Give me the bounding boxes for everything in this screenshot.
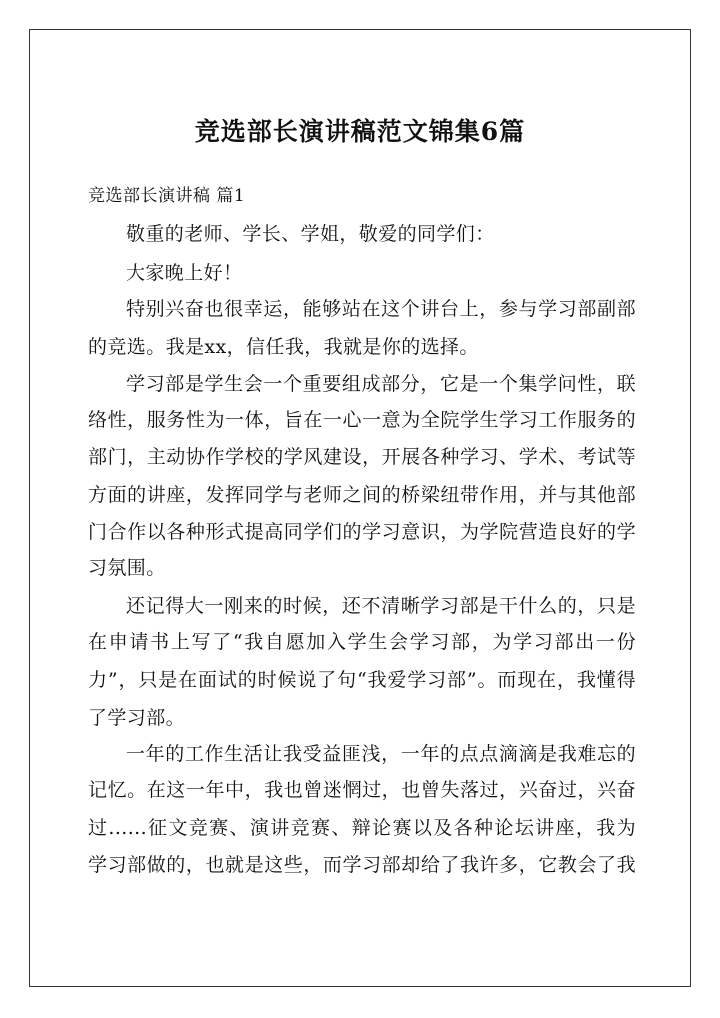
text-line-8: 方面的讲座，发挥同学与老师之间的桥梁纽带作用，并与其他部 <box>88 484 636 506</box>
text-line-12: 在申请书上写了“我自愿加入学生会学习部，为学习部出一份 <box>88 631 636 653</box>
document-title: 竞选部长演讲稿范文锦集6篇 <box>194 117 526 146</box>
text-line-17: 过......征文竞赛、演讲竞赛、辩论赛以及各种论坛讲座，我为 <box>88 817 636 839</box>
text-line-18: 学习部做的，也就是这些，而学习部却给了我许多，它教会了我 <box>88 854 636 876</box>
text-line-4: 的竞选。我是xx，信任我，我就是你的选择。 <box>88 336 479 358</box>
text-line-7: 部门，主动协作学校的学风建设，开展各种学习、学术、考试等 <box>88 446 636 468</box>
page-border <box>29 29 691 987</box>
text-line-10: 习氛围。 <box>88 557 166 579</box>
text-line-9: 门合作以各种形式提高同学们的学习意识，为学院营造良好的学 <box>88 521 636 543</box>
section-heading: 竞选部长演讲稿 篇1 <box>88 186 246 206</box>
text-line-2: 大家晚上好！ <box>126 262 243 284</box>
text-line-1: 敬重的老师、学长、学姐，敬爱的同学们： <box>126 223 495 245</box>
text-line-13: 力”，只是在面试的时候说了句“我爱学习部”。而现在，我懂得 <box>88 669 636 691</box>
text-line-11: 还记得大一刚来的时候，还不清晰学习部是干什么的，只是 <box>126 595 636 617</box>
text-line-16: 记忆。在这一年中，我也曾迷惘过，也曾失落过，兴奋过，兴奋 <box>88 779 636 801</box>
text-line-3: 特别兴奋也很幸运，能够站在这个讲台上，参与学习部副部 <box>126 298 636 320</box>
text-line-14: 了学习部。 <box>88 707 186 729</box>
text-line-6: 络性，服务性为一体，旨在一心一意为全院学生学习工作服务的 <box>88 409 636 431</box>
text-line-15: 一年的工作生活让我受益匪浅，一年的点点滴滴是我难忘的 <box>126 743 636 765</box>
text-line-5: 学习部是学生会一个重要组成部分，它是一个集学问性，联 <box>126 373 636 395</box>
